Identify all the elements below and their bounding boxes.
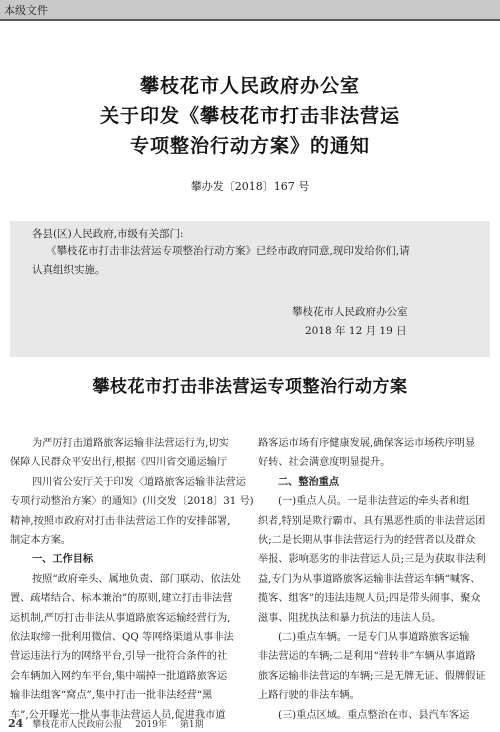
body-line: 织者,特别是欺行霸市、具有黑恶性质的非法营运团 <box>258 515 486 527</box>
body-line: 揽客、组客”的违法违规人员;四是带头闹事、聚众 <box>258 593 481 605</box>
page-footer <box>8 717 214 730</box>
body-line: 按照“政府牵头、属地负责、部门联动、依法处 <box>32 573 241 585</box>
page-number: 24 <box>8 717 24 730</box>
notice-signatory: 攀枝花市人民政府办公室 <box>292 306 408 318</box>
body-line: 输非法组客“窝点”,集中打击一批非法经营“黑 <box>10 690 213 702</box>
body-line: (二)重点车辆。一是专门从事道路旅客运输 <box>278 632 470 644</box>
body-line: 置、疏堵结合、标本兼治”的原则,建立打击非法营 <box>10 593 233 605</box>
body-line: 非法营运的车辆;二是利用“营转非”车辆从事道路 <box>258 651 476 663</box>
notice-body-line-2: 认真组织实施。 <box>32 264 106 276</box>
section-heading: 一、工作目标 <box>32 554 94 566</box>
section-header-bar <box>0 0 500 19</box>
body-line: 好转、社会满意度明显提升。 <box>258 457 391 469</box>
body-line: 精神,按照市政府对打击非法营运工作的安排部署, <box>10 515 231 527</box>
notice-title-line-1: 攀枝花市人民政府办公室 <box>139 75 360 97</box>
body-line: 伙;二是长期从事非法营运行为的经营者以及群众 <box>258 535 476 547</box>
right-column <box>258 434 492 725</box>
body-line: 为严厉打击道路旅客运输非法营运行为,切实 <box>32 438 229 449</box>
notice-addressees: 各县(区)人民政府,市级有关部门: <box>32 228 184 240</box>
header-rule <box>0 19 500 21</box>
section-heading: 二、整治重点 <box>278 476 340 488</box>
body-line: (一)重点人员。一是非法营运的牵头者和组 <box>278 496 470 508</box>
left-column <box>10 434 254 725</box>
notice-body-line-1: 《攀枝花市打击非法营运专项整治行动方案》已经市政府同意,现印发给你们,请 <box>46 245 410 257</box>
body-line: 路客运市场有序健康发展,确保客运市场秩序明显 <box>258 438 476 449</box>
notice-title-line-3: 专项整治行动方案》的通知 <box>129 135 370 157</box>
body-line: 保障人民群众平安出行,根据《四川省交通运输厅 <box>10 457 228 469</box>
body-line: 制定本方案。 <box>10 535 72 547</box>
plan-title: 攀枝花市打击非法营运专项整治行动方案 <box>92 377 408 397</box>
body-line: 益,专门为从事道路旅客运输非法营运车辆“喊客、 <box>258 573 481 585</box>
body-line: 车”,公开曝光一批从事非法营运人员,促进我市道 <box>10 709 226 721</box>
publication-name: 攀枝花市人民政府公报 <box>32 720 123 730</box>
document-number: 攀办发〔2018〕167 号 <box>190 180 310 193</box>
body-line: 旅客运输非法营运的车辆;三是无牌无证、假牌假证 <box>258 670 486 682</box>
notice-body-box <box>10 221 490 357</box>
body-line: 滋事、阻扰执法和暴力抗法的违法人员。 <box>258 612 442 624</box>
notice-title-line-2: 关于印发《攀枝花市打击非法营运 <box>99 105 400 127</box>
body-line: 专项行动整治方案〉的通知》(川交发〔2018〕31 号) <box>10 496 254 508</box>
issue-number: 第1期 <box>179 720 204 730</box>
body-line: 营运违法行为的网络平台,引导一批符合条件的社 <box>10 651 228 663</box>
body-line: 会车辆加入网约车平台,集中端掉一批道路旅客运 <box>10 670 228 682</box>
notice-date: 2018 年 12 月 19 日 <box>305 325 407 337</box>
body-line: 举报、影响恶劣的非法营运人员;三是为获取非法利 <box>258 554 486 566</box>
body-line: 上路行驶的非法车辆。 <box>258 690 360 702</box>
body-line: 运机制,严厉打击非法从事道路旅客运输经营行为, <box>10 612 231 624</box>
publication-year: 2019年 <box>135 720 167 730</box>
section-label: 本级文件 <box>4 4 48 17</box>
body-line: (三)重点区域。重点整治在市、县汽车客运 <box>278 709 470 721</box>
body-line: 依法取缔一批利用微信、QQ 等网络渠道从事非法 <box>10 632 234 644</box>
body-line: 四川省公安厅关于印发〈道路旅客运输非法营运 <box>32 476 246 488</box>
